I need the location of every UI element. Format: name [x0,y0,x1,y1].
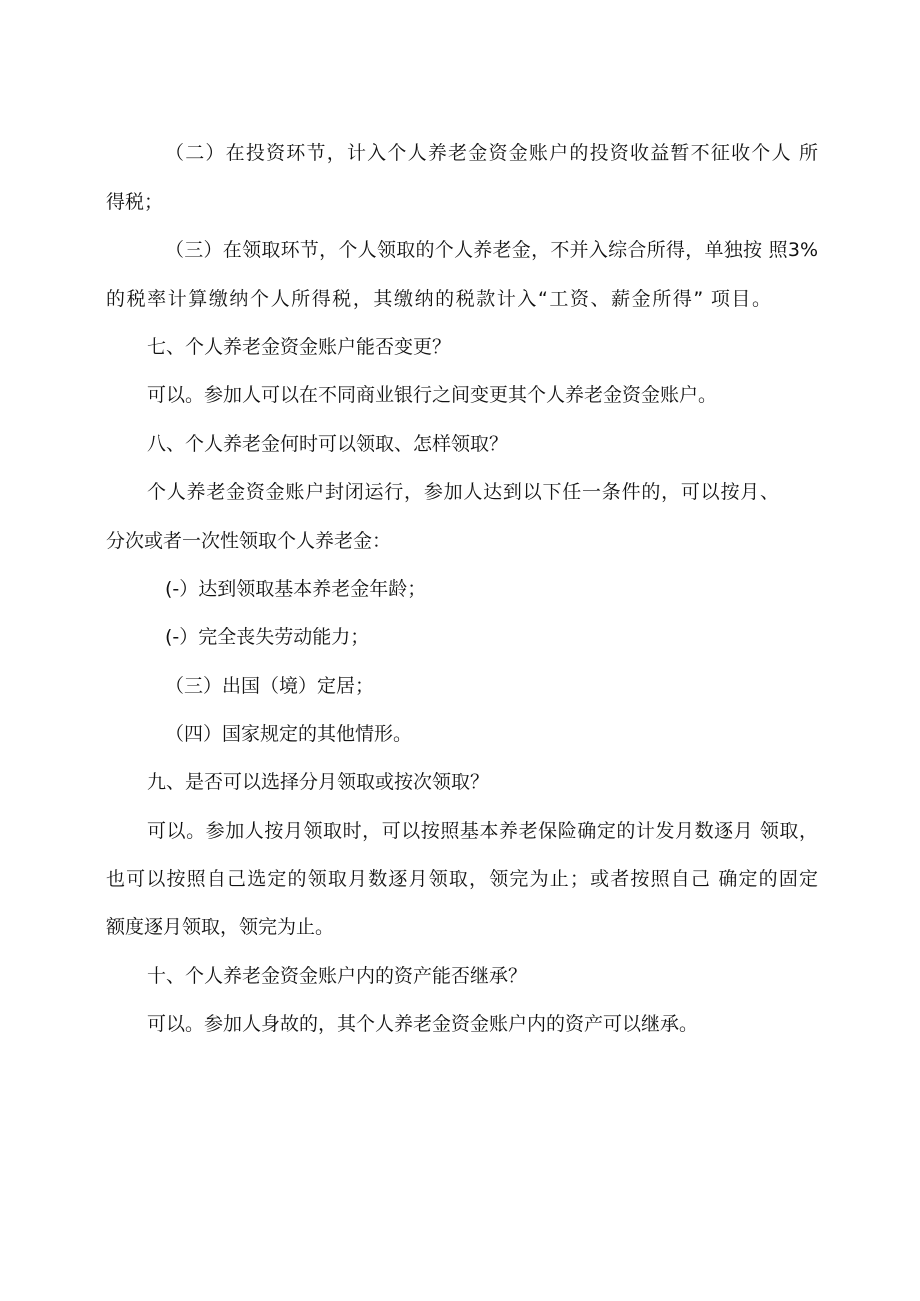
q10-question: 十、个人养老金资金账户内的资产能否继承？ [147,965,528,987]
q9-answer-line-1: 可以。参加人按月领取时，可以按照基本养老保险确定的计发月数逐月 领取， [147,820,818,842]
tax-invest-line-1: （二）在投资环节，计入个人养老金资金账户的投资收益暂不征收个人 所 [165,142,818,164]
q10-answer: 可以。参加人身故的，其个人养老金资金账户内的资产可以继承。 [147,1013,699,1035]
q8-answer-line-1: 个人养老金资金账户封闭运行，参加人达到以下任一条件的，可以按月、 [147,481,779,503]
q8-question: 八、个人养老金何时可以领取、怎样领取？ [147,433,509,455]
tax-invest-line-2: 得税； [106,191,164,213]
q8-condition-4: （四）国家规定的其他情形。 [165,723,413,745]
tax-collect-line-1: （三）在领取环节，个人领取的个人养老金，不并入综合所得，单独按 照3% [165,239,818,261]
q7-answer: 可以。参加人可以在不同商业银行之间变更其个人养老金资金账户。 [147,384,718,406]
q8-condition-1: (-）达到领取基本养老金年龄； [165,578,427,600]
q8-answer-line-2: 分次或者一次性领取个人养老金： [106,530,392,552]
q8-condition-2: (-）完全丧失劳动能力； [165,626,370,648]
tax-collect-line-2: 的税率计算缴纳个人所得税，其缴纳的税款计入“工资、薪金所得” 项目。 [106,288,771,310]
q8-condition-3: （三）出国（境）定居； [165,675,375,697]
q9-answer-line-3: 额度逐月领取，领完为止。 [106,916,335,938]
q9-answer-line-2: 也可以按照自己选定的领取月数逐月领取，领完为止；或者按照自己 确定的固定 [106,868,818,890]
q7-question: 七、个人养老金资金账户能否变更？ [147,336,452,358]
q9-question: 九、是否可以选择分月领取或按次领取？ [147,771,490,793]
